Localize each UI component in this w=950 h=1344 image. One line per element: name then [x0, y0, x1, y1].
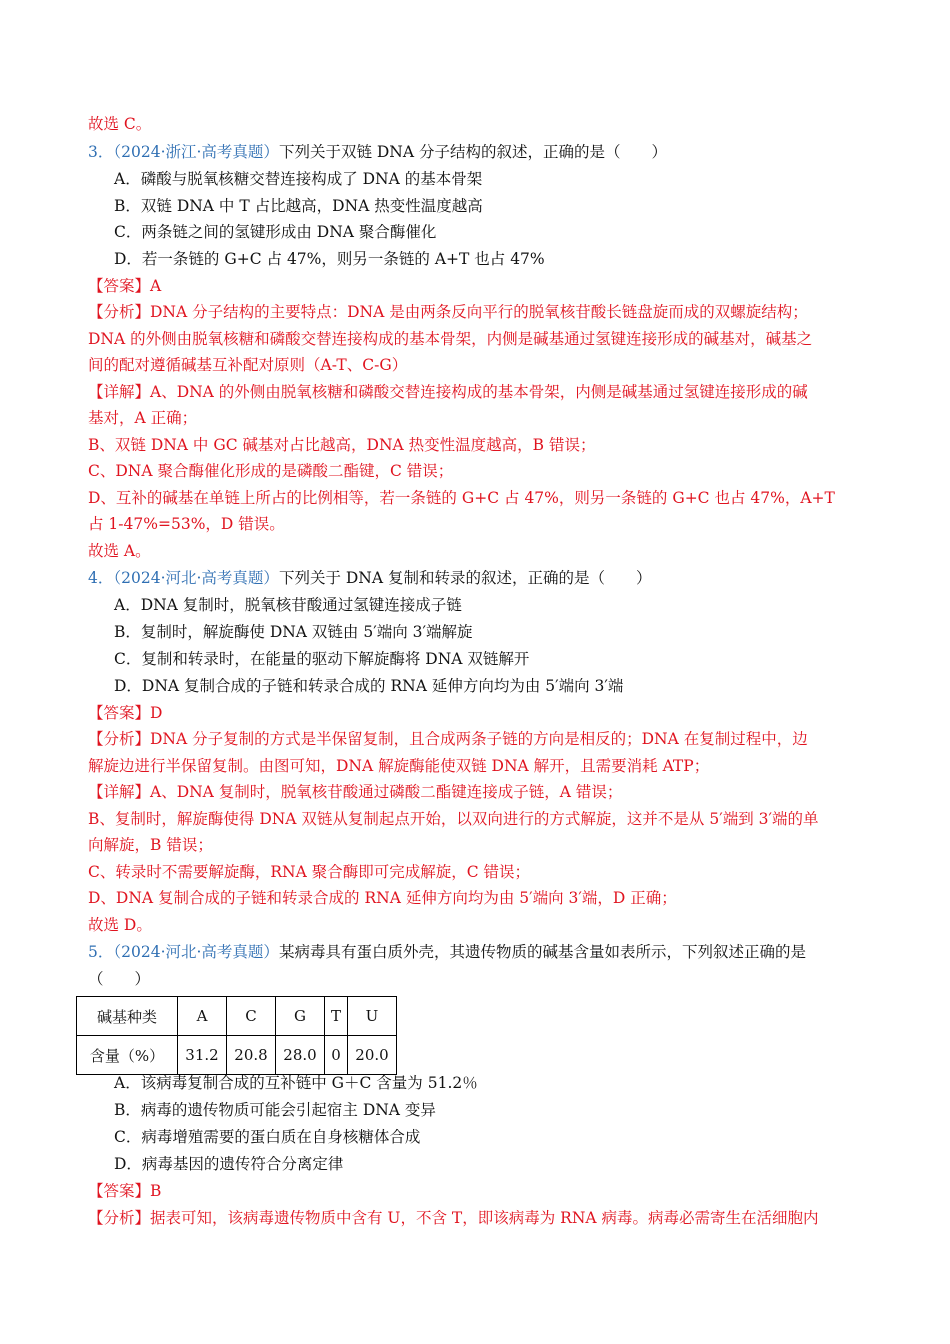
explanation-line: C、转录时不需要解旋酶，RNA 聚合酶即可完成解旋，C 错误；: [88, 863, 531, 881]
option-c: C．病毒增殖需要的蛋白质在自身核糖体合成: [114, 1128, 421, 1146]
answer-line: 【答案】B: [88, 1182, 162, 1200]
answer-line: 【答案】D: [88, 704, 163, 722]
table-cell: 20.8: [227, 1036, 276, 1075]
option-b: B．双链 DNA 中 T 占比越高，DNA 热变性温度越高: [114, 197, 483, 215]
table-cell: G: [276, 997, 325, 1036]
explanation-line: 【详解】A、DNA 的外侧由脱氧核糖和磷酸交替连接构成的基本骨架，内侧是碱基通过氢键连接形成的碱: [88, 383, 808, 401]
base-content-table: [76, 996, 397, 1075]
conclusion-line: 故选 D。: [88, 916, 152, 934]
explanation-line: B、双链 DNA 中 GC 碱基对占比越高，DNA 热变性温度越高，B 错误；: [88, 436, 596, 454]
explanation-line: 占 1-47%=53%，D 错误。: [88, 515, 285, 533]
question-source: （2024·河北·高考真题）: [113, 569, 279, 587]
question-4-header: [88, 568, 651, 588]
table-row: [77, 997, 397, 1036]
explanation-line: D、DNA 复制合成的子链和转录合成的 RNA 延伸方向均为由 5′端向 3′端，D 正确；: [88, 889, 677, 907]
analysis-line: DNA 的外侧由脱氧核糖和磷酸交替连接构成的基本骨架，内侧是碱基通过氢键连接形成的碱基对，碱基之: [88, 330, 813, 348]
explanation-line: 向解旋，B 错误；: [88, 836, 213, 854]
analysis-line: 【分析】DNA 分子复制的方式是半保留复制，且合成两条子链的方向是相反的；DNA 在复制过程中，边: [88, 730, 808, 748]
question-paren: （ ）: [88, 970, 151, 988]
analysis-line: 【分析】DNA 分子结构的主要特点：DNA 是由两条反向平行的脱氧核苷酸长链盘旋而成的双螺旋结构；: [88, 303, 808, 321]
explanation-line: 【详解】A、DNA 复制时，脱氧核苷酸通过磷酸二酯键连接成子链，A 错误；: [88, 783, 623, 801]
explanation-line: 基对，A 正确；: [88, 409, 198, 427]
table-cell: C: [227, 997, 276, 1036]
question-number: 3．: [88, 143, 114, 161]
table-cell: 碱基种类: [77, 997, 178, 1036]
conclusion-line: 故选 C。: [88, 115, 152, 133]
question-stem: 某病毒具有蛋白质外壳，其遗传物质的碱基含量如表所示，下列叙述正确的是: [278, 943, 806, 961]
table-cell: 含量（%）: [77, 1036, 178, 1075]
question-number: 4．: [88, 569, 114, 587]
option-a: A．磷酸与脱氧核糖交替连接构成了 DNA 的基本骨架: [114, 170, 483, 188]
option-a: A．该病毒复制合成的互补链中 G＋C 含量为 51.2％: [114, 1074, 478, 1092]
table-cell: A: [178, 997, 227, 1036]
option-c: C．两条链之间的氢键形成由 DNA 聚合酶催化: [114, 223, 437, 241]
explanation-line: B、复制时，解旋酶使得 DNA 双链从复制起点开始，以双向进行的方式解旋，这并不是从 5′端到 3′端的单: [88, 810, 819, 828]
option-d: D．DNA 复制合成的子链和转录合成的 RNA 延伸方向均为由 5′端向 3′端: [114, 677, 624, 695]
table-cell: 31.2: [178, 1036, 227, 1075]
conclusion-line: 故选 A。: [88, 542, 151, 560]
question-source: （2024·河北·高考真题）: [113, 943, 279, 961]
option-d: D．病毒基因的遗传符合分离定律: [114, 1155, 344, 1173]
table-cell: T: [325, 997, 348, 1036]
question-stem: 下列关于 DNA 复制和转录的叙述，正确的是（ ）: [278, 569, 652, 587]
table-cell: 28.0: [276, 1036, 325, 1075]
question-number: 5．: [88, 943, 114, 961]
answer-line: 【答案】A: [88, 277, 162, 295]
question-stem: 下列关于双链 DNA 分子结构的叙述，正确的是（ ）: [278, 143, 667, 161]
table-cell: 0: [325, 1036, 348, 1075]
option-c: C．复制和转录时，在能量的驱动下解旋酶将 DNA 双链解开: [114, 650, 530, 668]
option-d: D．若一条链的 G+C 占 47%，则另一条链的 A+T 也占 47%: [114, 250, 545, 268]
analysis-line: 间的配对遵循碱基互补配对原则（A-T、C-G）: [88, 356, 408, 374]
option-b: B．病毒的遗传物质可能会引起宿主 DNA 变异: [114, 1101, 436, 1119]
analysis-line: 解旋边进行半保留复制。由图可知，DNA 解旋酶能使双链 DNA 解开，且需要消耗 ATP；: [88, 757, 710, 775]
option-a: A．DNA 复制时，脱氧核苷酸通过氢键连接成子链: [114, 596, 462, 614]
analysis-line: 【分析】据表可知，该病毒遗传物质中含有 U，不含 T，即该病毒为 RNA 病毒。病毒必需寄生在活细胞内: [88, 1209, 819, 1227]
explanation-line: C、DNA 聚合酶催化形成的是磷酸二酯键，C 错误；: [88, 462, 454, 480]
option-b: B．复制时，解旋酶使 DNA 双链由 5′端向 3′端解旋: [114, 623, 473, 641]
question-3-header: [88, 142, 667, 162]
explanation-line: D、互补的碱基在单链上所占的比例相等，若一条链的 G+C 占 47%，则另一条链的 G+C 也占 47%，A+T: [88, 489, 835, 507]
question-5-header: [88, 942, 806, 962]
question-source: （2024·浙江·高考真题）: [113, 143, 279, 161]
table-cell: 20.0: [348, 1036, 397, 1075]
table-row: [77, 1036, 397, 1075]
table-cell: U: [348, 997, 397, 1036]
